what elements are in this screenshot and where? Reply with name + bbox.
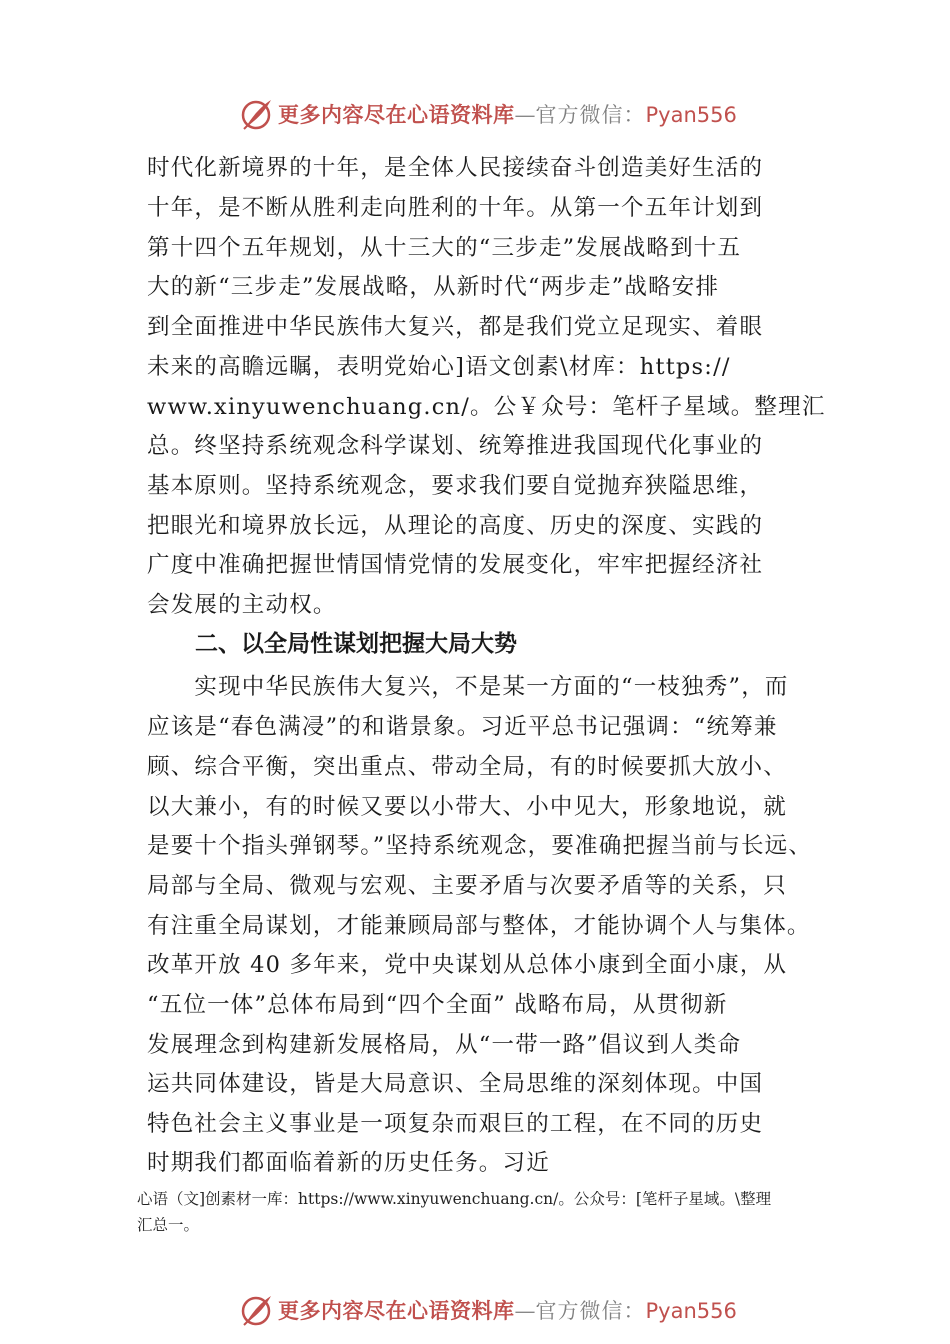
body-line: 十年，是不断从胜利走向胜利的十年。从第一个五年计划到 — [147, 195, 764, 221]
body-line: 运共同体建设，皆是大局意识、全局思维的深刻体现。中国 — [147, 1071, 764, 1097]
footer-note: 心语（文]创素材一库：https://www.xinyuwenchuang.cn/。公众号：[笔杆子星域。\整理 — [137, 1190, 772, 1208]
body-line: 时期我们都面临着新的历史任务。习近 — [147, 1150, 550, 1176]
body-line: 特色社会主义事业是一项复杂而艰巨的工程，在不同的历史 — [147, 1111, 764, 1137]
body-line: 总。终坚持系统观念科学谋划、统筹推进我国现代化事业的 — [147, 433, 764, 459]
body-line: www.xinyuwenchuang.cn/。公￥众号：笔杆子星域。整理汇 — [147, 394, 826, 420]
banner-wechat-id: Pyan556 — [645, 103, 737, 127]
body-line: 大的新“三步走”发展战略，从新时代“两步走”战略安排 — [147, 274, 720, 300]
banner-dash: — — [514, 103, 536, 127]
banner-wechat-id: Pyan556 — [645, 1299, 737, 1323]
banner-title: 更多内容尽在心语资料库 — [278, 1298, 515, 1323]
body-line: 顾、综合平衡，突出重点、带动全局，有的时候要抓大放小、 — [147, 754, 787, 780]
body-line: 以大兼小，有的时候又要以小带大、小中见大，形象地说，就 — [147, 794, 787, 820]
body-line: 应该是“春色满㓎”的和谐景象。习近平总书记强调：“统筹兼 — [147, 714, 778, 740]
body-line: 改革开放 40 多年来，党中央谋划从总体小康到全面小康，从 — [147, 952, 788, 978]
header-banner — [240, 94, 760, 134]
banner-title: 更多内容尽在心语资料库 — [278, 102, 515, 127]
banner-dash: — — [514, 1299, 536, 1323]
body-line: 实现中华民族伟大复兴，不是某一方面的“一枝独秀”，而 — [147, 674, 789, 700]
banner-wechat-label: 官方微信： — [535, 1299, 646, 1323]
body-line: 未来的高瞻远瞩，表明党始心]语文创素\材库：https:// — [147, 354, 731, 380]
quill-logo-icon — [240, 97, 274, 131]
section-heading: 二、以全局性谋划把握大局大势 — [195, 631, 517, 657]
body-line: “五位一体”总体布局到“四个全面” 战略布局，从贯彻新 — [147, 992, 728, 1018]
body-line: 时代化新境界的十年，是全体人民接续奋斗创造美好生活的 — [147, 155, 764, 181]
body-line: 广度中准确把握世情国情党情的发展变化，牢牢把握经济社 — [147, 552, 764, 578]
quill-logo-icon — [240, 1293, 274, 1327]
footer-note: 汇总一。 — [137, 1216, 200, 1234]
body-line: 局部与全局、微观与宏观、主要矛盾与次要矛盾等的关系，只 — [147, 873, 787, 899]
banner-wechat-label: 官方微信： — [535, 103, 646, 127]
body-line: 到全面推进中华民族伟大复兴，都是我们党立足现实、着眼 — [147, 314, 764, 340]
body-line: 基本原则。坚持系统观念，要求我们要自觉抛弃狭隘思维， — [147, 473, 764, 499]
body-line: 发展理念到构建新发展格局，从“一带一路”倡议到人类命 — [147, 1032, 742, 1058]
footer-banner — [240, 1290, 760, 1330]
body-line: 是要十个指头弹钢琴。”坚持系统观念，要准确把握当前与长远、 — [147, 833, 813, 859]
body-line: 会发展的主动权。 — [147, 592, 337, 618]
body-line: 把眼光和境界放长远，从理论的高度、历史的深度、实践的 — [147, 513, 764, 539]
body-line: 有注重全局谋划，才能兼顾局部与整体，才能协调个人与集体。 — [147, 913, 811, 939]
body-line: 第十四个五年规划，从十三大的“三步走”发展战略到十五 — [147, 235, 742, 261]
